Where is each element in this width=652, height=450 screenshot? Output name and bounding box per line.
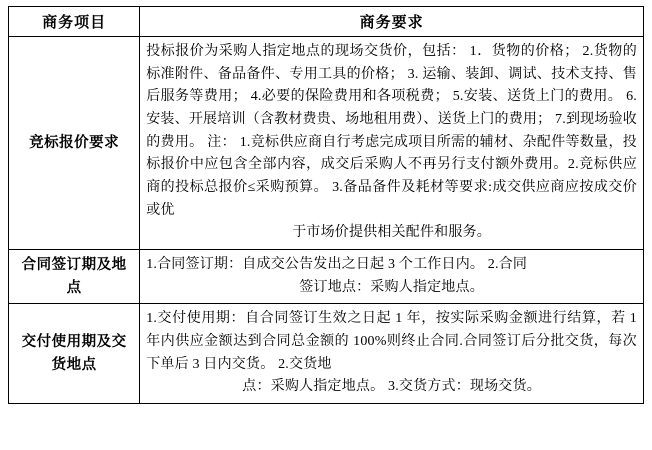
row-requirement-bid-price	[140, 37, 644, 250]
requirement-paragraph: 1.合同签订期：自成交公告发出之日起 3 个工作日内。 2.合同	[146, 257, 528, 273]
row-requirement-contract-signing	[140, 250, 644, 304]
business-requirements-table	[8, 6, 644, 404]
column-header-item: 商务项目	[9, 7, 140, 37]
table-row	[9, 250, 644, 304]
requirement-paragraph: 投标报价为采购人指定地点的现场交货价，包括： 1．货物的价格； 2.货物的标准附件、备品备件、专用工具的价格； 3. 运输、装卸、调试、技术支持、售后服务等费用； 4.必要的保险费用和各项税费； 5.安装、送货上门的费用。 6.安装、开展培训（含教材费贵、场地租用费）、送货上门的费用； 7.到现场验收的费用。 注： 1.竞标供应商自行考虑完成项目所需的辅材、杂配件等数量，投标报价中应包含全部内容，成交后采购人不再另行支付额外费用。2.竞标供应商的投标总报价≤采购预算。 3.备品备件及耗材等要求:成交供应商应按成交价或优	[146, 44, 637, 218]
requirement-paragraph-last: 点：采购人指定地点。 3.交货方式：现场交货。	[242, 379, 541, 395]
row-item-delivery: 交付使用期及交货地点	[9, 304, 140, 404]
table-header-row	[9, 7, 644, 37]
requirement-paragraph-last: 于市场价提供相关配件和服务。	[292, 225, 491, 241]
row-item-bid-price: 竞标报价要求	[9, 37, 140, 250]
row-requirement-delivery	[140, 304, 644, 404]
table-row	[9, 304, 644, 404]
table-row	[9, 37, 644, 250]
requirement-paragraph: 1.交付使用期：自合同签订生效之日起 1 年，按实际采购金额进行结算，若 1 年内供应金额达到合同总金额的 100%则终止合同.合同签订后分批交货，每次下单后 3 日内交货。 2.交货地	[146, 311, 637, 372]
requirement-paragraph-last: 签订地点：采购人指定地点。	[299, 279, 484, 295]
row-item-contract-signing: 合同签订期及地点	[9, 250, 140, 304]
column-header-requirement: 商务要求	[140, 7, 644, 37]
